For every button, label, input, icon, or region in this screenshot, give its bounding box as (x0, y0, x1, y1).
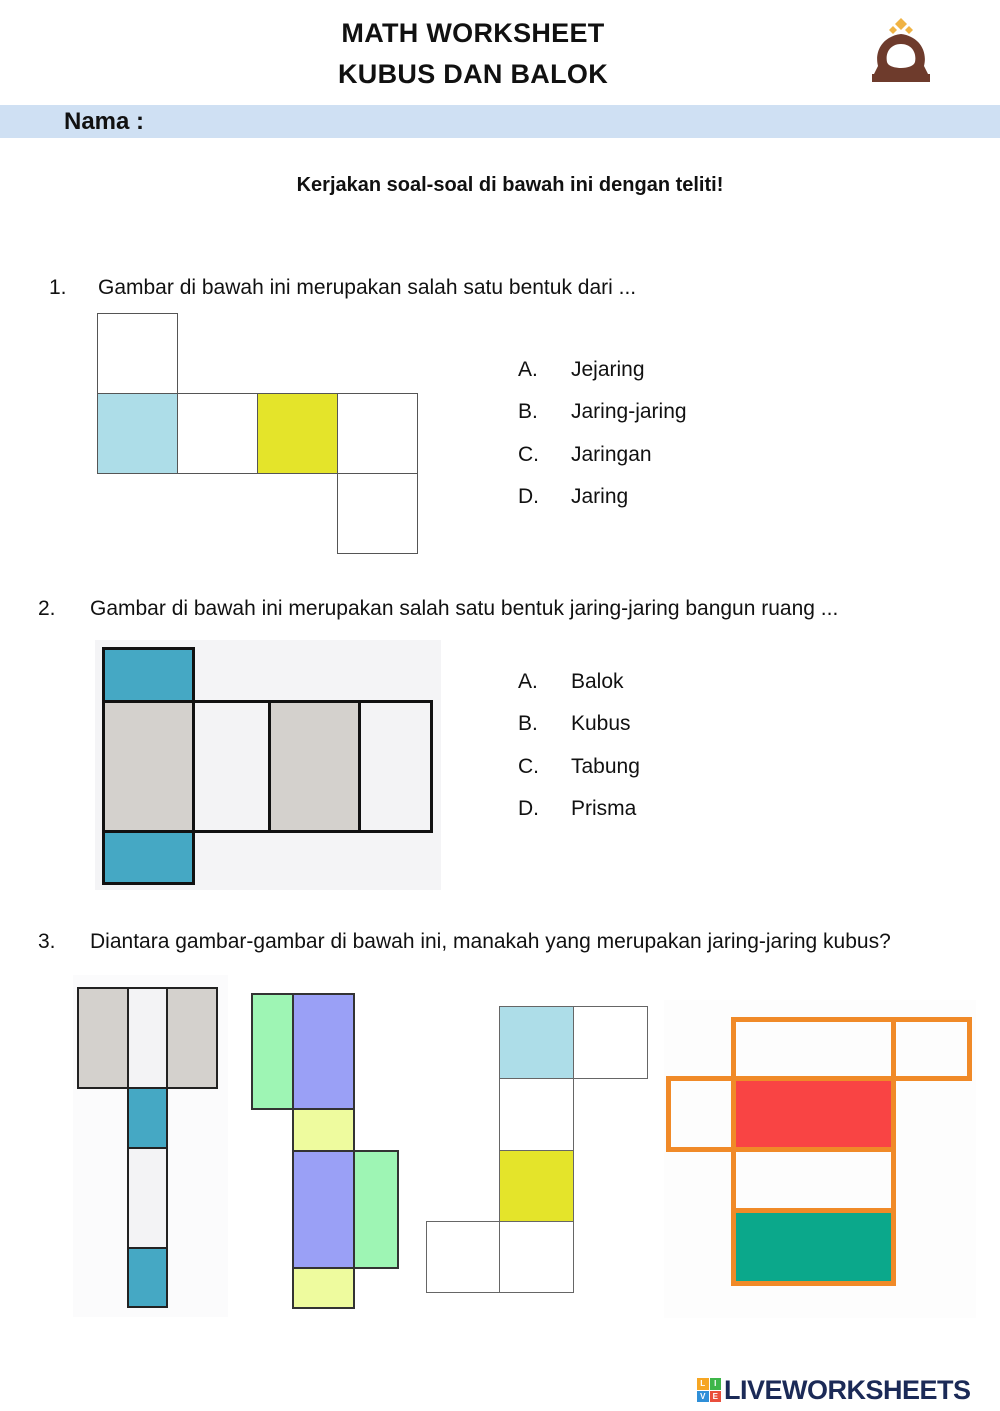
q2-option-a-text[interactable]: Balok (571, 670, 624, 693)
liveworksheets-footer[interactable] (697, 1371, 971, 1409)
q3d-face-red (731, 1076, 896, 1152)
question-3-text: Diantara gambar-gambar di bawah ini, manakah yang merupakan jaring-jaring kubus? (90, 930, 891, 953)
school-crest-icon (866, 14, 936, 86)
q3c-face (426, 1221, 500, 1293)
q2-option-c-text[interactable]: Tabung (571, 755, 640, 778)
liveworksheets-brand: LIVEWORKSHEETS (724, 1374, 971, 1405)
net2-face-white (192, 700, 271, 833)
net1-face-bottom (337, 473, 418, 554)
name-bar (0, 105, 1000, 138)
instruction-text: Kerjakan soal-soal di bawah ini dengan teliti! (296, 174, 724, 196)
worksheet-title-line1: MATH WORKSHEET (341, 18, 605, 48)
q1-option-a-letter[interactable]: A. (518, 358, 538, 381)
q2-option-a-letter[interactable]: A. (518, 670, 538, 693)
q3b-face-purple (292, 993, 355, 1110)
q3c-face (499, 1078, 574, 1151)
q3d-face (731, 1147, 896, 1213)
net2-face-top-teal (102, 647, 195, 703)
q1-option-c-letter[interactable]: C. (518, 443, 539, 466)
q3b-face-pale-yellow (292, 1267, 355, 1309)
q3d-face (731, 1017, 896, 1081)
question-1-text: Gambar di bawah ini merupakan salah satu bentuk dari ... (98, 276, 637, 299)
name-label[interactable]: Nama : (64, 108, 145, 135)
net1-face-yellow (257, 393, 338, 474)
net1-face (337, 393, 418, 474)
q3d-face (666, 1076, 736, 1152)
net1-face-blue (97, 393, 178, 474)
q1-option-a-text[interactable]: Jejaring (571, 358, 645, 381)
q3b-face-mint (251, 993, 294, 1110)
q3a-face-gray (166, 987, 218, 1089)
q3c-face-blue (499, 1006, 574, 1079)
q3b-face-mint (353, 1150, 399, 1269)
net2-face-bottom-teal (102, 830, 195, 885)
net2-face-gray (102, 700, 195, 833)
net1-face (177, 393, 258, 474)
net2-face-gray (268, 700, 361, 833)
q3a-face-white (127, 987, 168, 1089)
net1-face-top (97, 313, 178, 394)
q3a-face-white (127, 1147, 168, 1249)
q1-option-d-text[interactable]: Jaring (571, 485, 629, 508)
q3c-face (499, 1221, 574, 1293)
worksheet-title-line2: KUBUS DAN BALOK (338, 59, 608, 89)
q3d-face-green (731, 1208, 896, 1286)
question-2-number: 2. (38, 597, 56, 620)
q3d-face (891, 1017, 972, 1081)
question-2-text: Gambar di bawah ini merupakan salah satu bentuk jaring-jaring bangun ruang ... (90, 597, 839, 620)
q2-option-d-letter[interactable]: D. (518, 797, 539, 820)
q2-option-c-letter[interactable]: C. (518, 755, 539, 778)
q1-option-b-text[interactable]: Jaring-jaring (571, 400, 687, 423)
q1-option-b-letter[interactable]: B. (518, 400, 538, 423)
q2-option-b-letter[interactable]: B. (518, 712, 538, 735)
liveworksheets-logo-icon: L I V E (697, 1378, 721, 1402)
q1-option-d-letter[interactable]: D. (518, 485, 539, 508)
question-1-number: 1. (49, 276, 67, 299)
q3c-face (573, 1006, 648, 1079)
q3b-face-purple (292, 1150, 355, 1269)
net2-face-white (358, 700, 433, 833)
q3a-face-teal (127, 1087, 168, 1149)
q3b-face-pale-yellow (292, 1108, 355, 1152)
question-3-number: 3. (38, 930, 56, 953)
q3a-face-gray (77, 987, 129, 1089)
q3a-face-teal (127, 1247, 168, 1308)
q3c-face-yellow (499, 1150, 574, 1222)
q2-option-b-text[interactable]: Kubus (571, 712, 631, 735)
q1-option-c-text[interactable]: Jaringan (571, 443, 652, 466)
q2-option-d-text[interactable]: Prisma (571, 797, 637, 820)
